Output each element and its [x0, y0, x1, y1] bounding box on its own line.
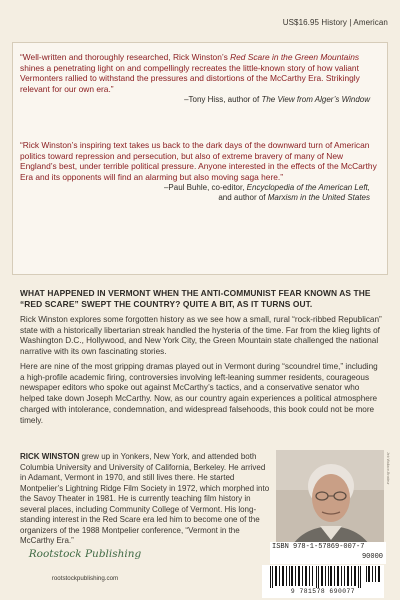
author-bio-text: grew up in Yonkers, New York, and attended both Columbia University and University of California, Berkeley. He arrived in Adamant, Vermont in 1970, and still lives there. He started Montpelier’s Lightning Ridge Film Society in 1972, which morphed into the Savoy Theater in 1981. He is currently teaching film history in several places, including Community College of Vermont. His long-standing interest in the Red Scare era led him to become one of the organizers of the 1988 Montpelier conference, “Vermont in the McCarthy Era.”: [20, 452, 270, 545]
publisher-url: rootstockpublishing.com: [51, 575, 119, 582]
price-category-line: US$16.95 History | American: [282, 18, 388, 27]
isbn-number: ISBN 978-1-57869-007-7: [272, 543, 365, 551]
praise-quote-1-text: “Well-written and thoroughly researched, Rick Winston’s Red Scare in the Green Mountains shines a penetrating light on and compellingly recreates the little-known story of how valiant Vermonters rallied to withstand the pressures and distortions of the McCarthy Era. Strikingly relevant for our own era.”: [20, 52, 360, 95]
isbn-price-code: 90000: [361, 553, 383, 561]
praise-quote-1-attribution: –Tony Hiss, author of The View from Alger’s Window: [184, 94, 370, 104]
praise-quote-2: [20, 140, 378, 204]
teaser-headline: WHAT HAPPENED IN VERMONT WHEN THE ANTI-COMMUNIST FEAR KNOWN AS THE “RED SCARE” SWEPT THE COUNTRY? QUITE A BIT, AS IT TURNS OUT.: [20, 288, 371, 309]
author-name: RICK WINSTON: [20, 452, 80, 461]
author-bio: [20, 452, 272, 547]
publisher-logo-text: Rootstock Publishing: [28, 548, 142, 560]
praise-quote-1: [20, 52, 378, 105]
praise-quote-2-text: “Rick Winston’s inspiring text takes us back to the dark days of the downward turn of American politics toward repression and persecution, but also of extreme bravery of many of New England’s best, under terrible political pressure. Anyone interested in the effects of the McCarthy Era and its opponents will find an alarming but also moving saga here.”: [20, 140, 377, 183]
description-paragraph-2: Here are nine of the most gripping dramas played out in Vermont during “scoundrel time,” including a high-profile academic firing, controversies involving left-leaning summer residents, courageous newspaper editors who spoke out against McCarthy’s tactics, and a conservative senator who helped take down Joseph McCarthy. Now, as our country again experiences a political atmosphere charged with intolerance, condemnation, and widespread falsehoods, this book could not be more timely.: [20, 362, 378, 425]
description-paragraph-1: Rick Winston explores some forgotten history as we see how a small, rural “rock-ribbed Republican” state with a historically libertarian streak handled the hysteria of the time. Far from the klieg lights of Washington D.C., Hollywood, and New York City, the Green Mountain state challenged the national narrative with its own fascinating stories.: [20, 315, 382, 357]
photo-credit: Jeb Wallace-Brodeur: [386, 452, 390, 485]
publisher-logo: [26, 545, 144, 573]
barcode-digits: 9 781578 690077: [290, 588, 356, 595]
isbn-label: [270, 542, 386, 564]
praise-quote-2-attribution: –Paul Buhle, co-editor, Encyclopedia of the American Left, and author of Marxism in the United States: [163, 182, 370, 203]
